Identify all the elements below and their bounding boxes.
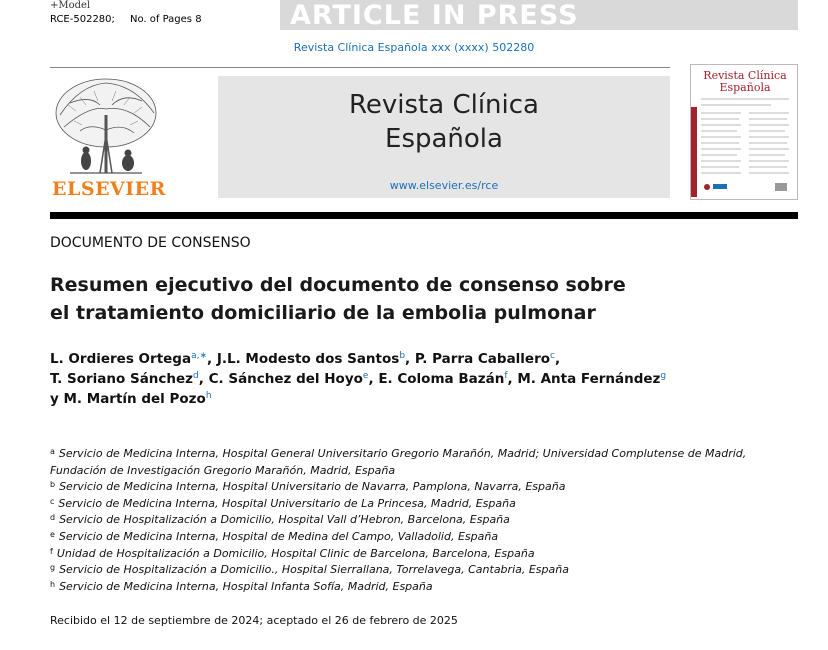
affiliation-marker: b	[50, 480, 56, 490]
article-title	[50, 271, 790, 327]
author-affiliation-link[interactable]: b	[399, 351, 406, 361]
article-reference: RCE-502280;	[50, 14, 115, 25]
cover-title-line2: Española	[719, 81, 771, 94]
journal-cover-thumbnail	[690, 64, 798, 200]
affiliation-marker: a	[50, 447, 55, 456]
affiliation-item	[50, 546, 810, 563]
author-separator: ,	[207, 351, 217, 367]
article-title-line2: el tratamiento domiciliario de la embolia pulmonar	[50, 302, 596, 324]
author-name: J.L. Modesto dos Santos	[216, 351, 400, 367]
journal-reference[interactable]: Revista Clínica Española xxx (xxxx) 502280	[293, 41, 535, 54]
affiliation-marker: c	[50, 496, 55, 506]
author-separator: ,	[198, 371, 209, 387]
model-label: +Model	[50, 0, 91, 11]
cover-title-line1: Revista Clínica	[703, 69, 787, 82]
affiliation-item	[50, 496, 810, 513]
affiliation-marker: d	[50, 513, 56, 523]
page-count: No. of Pages 8	[130, 14, 202, 25]
affiliation-marker: f	[50, 546, 53, 556]
author-separator: ,	[507, 371, 518, 387]
author-separator: ,	[368, 371, 379, 387]
affiliation-item	[50, 479, 810, 496]
affiliation-text: Servicio de Medicina Interna, Hospital Infanta Sofía, Madrid, España	[59, 579, 433, 593]
author-name: P. Parra Caballero	[414, 351, 551, 367]
author-affiliation-link[interactable]: g	[660, 371, 667, 381]
affiliations	[50, 446, 810, 595]
author-affiliation-link[interactable]: h	[205, 391, 212, 401]
header-top-rule	[50, 67, 670, 68]
affiliation-item	[50, 562, 810, 579]
article-title-line1: Resumen ejecutivo del documento de consenso sobre	[50, 274, 626, 296]
document-type: DOCUMENTO DE CONSENSO	[50, 235, 251, 251]
author-name: T. Soriano Sánchez	[50, 371, 194, 387]
author-affiliation-link[interactable]: d	[193, 371, 199, 381]
author-affiliation-link[interactable]: a,∗	[191, 351, 207, 361]
cover-red-bar	[691, 107, 697, 197]
affiliation-item	[50, 446, 810, 463]
affiliation-marker: g	[50, 563, 56, 573]
affiliation-marker: e	[50, 529, 55, 539]
affiliation-item	[50, 579, 810, 596]
header-thick-rule	[50, 212, 798, 219]
author-name: E. Coloma Bazán	[378, 371, 505, 387]
affiliation-text: Servicio de Medicina Interna, Hospital General Universitario Gregorio Marañón, Madrid; Universidad Complutense de Madrid,	[58, 447, 747, 460]
author-separator: ,	[554, 351, 561, 367]
affiliation-marker: h	[50, 579, 56, 589]
journal-title	[218, 88, 670, 156]
author-affiliation-link[interactable]: f	[504, 371, 508, 381]
author-name: M. Anta Fernández	[517, 371, 661, 387]
journal-title-line2: Española	[385, 124, 503, 154]
author-list	[50, 349, 810, 409]
author-name: y M. Martín del Pozo	[50, 391, 206, 407]
author-affiliation-link[interactable]: c	[550, 351, 555, 361]
cover-title	[697, 70, 793, 94]
affiliation-text: Servicio de Hospitalización a Domicilio., Hospital Sierrallana, Torrelavega, Cantabria, España	[59, 563, 569, 577]
affiliation-text: Servicio de Medicina Interna, Hospital de Medina del Campo, Valladolid, España	[58, 529, 499, 543]
elsevier-wordmark: ELSEVIER	[52, 178, 166, 200]
author-line-2	[50, 369, 810, 389]
author-line-1	[50, 349, 810, 369]
author-separator: ,	[405, 351, 415, 367]
received-dates: Recibido el 12 de septiembre de 2024; aceptado el 26 de febrero de 2025	[50, 614, 458, 627]
affiliation-text: Servicio de Medicina Interna, Hospital Universitario de La Princesa, Madrid, España	[58, 496, 516, 510]
author-line-3	[50, 389, 810, 409]
affiliation-text: Unidad de Hospitalización a Domicilio, Hospital Clinic de Barcelona, Barcelona, España	[56, 546, 535, 560]
author-name: C. Sánchez del Hoyo	[208, 371, 363, 387]
journal-title-line1: Revista Clínica	[349, 90, 539, 120]
cover-text-lines-icon	[701, 97, 793, 195]
article-in-press-text: ARTICLE IN PRESS	[290, 0, 579, 31]
author-name: L. Ordieres Ortega	[50, 351, 192, 367]
affiliation-item	[50, 529, 810, 546]
affiliation-text: Servicio de Hospitalización a Domicilio, Hospital Vall d’Hebron, Barcelona, España	[59, 513, 510, 527]
affiliation-item	[50, 512, 810, 529]
top-strip	[50, 0, 798, 30]
affiliation-text: Servicio de Medicina Interna, Hospital Universitario de Navarra, Pamplona, Navarra, España	[59, 480, 566, 494]
author-affiliation-link[interactable]: e	[362, 371, 369, 381]
affiliation-item-continuation: Fundación de Investigación Gregorio Marañón, Madrid, España	[50, 463, 396, 477]
journal-url-link[interactable]: www.elsevier.es/rce	[389, 179, 499, 192]
